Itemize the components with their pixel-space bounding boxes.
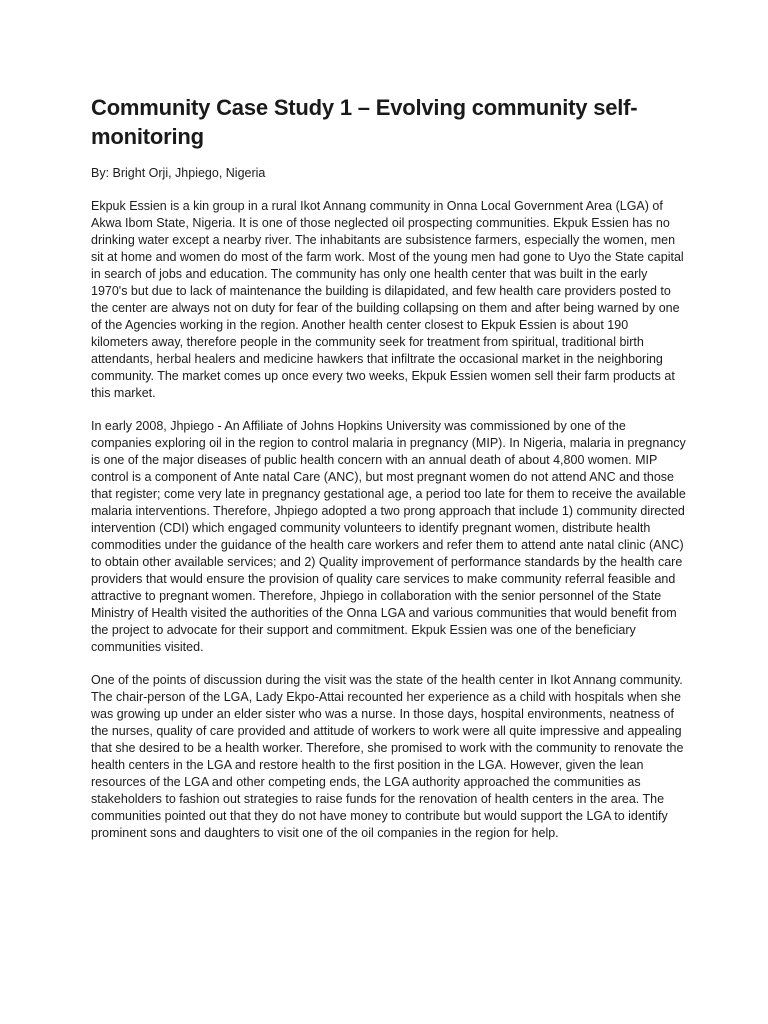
page-title: Community Case Study 1 – Evolving community self-monitoring <box>91 95 638 149</box>
paragraph-3: One of the points of discussion during the visit was the state of the health center in Ikot Annang community. The chair-person of the LGA, Lady Ekpo-Attai recounted her experience as a child with hospitals when she was growing up under an elder sister who was a nurse. In those days, hospital environments, neatness of the nurses, quality of care provided and attitude of workers to work were all quite impressive and appealing that she desired to be a health worker. Therefore, she promised to work with the community to renovate the health centers in the LGA and restore health to the first position in the LGA. However, given the lean resources of the LGA and other competing ends, the LGA authority approached the communities as stakeholders to fashion out strategies to raise funds for the renovation of health centers in the area. The communities pointed out that they do not have money to contribute but would support the LGA to identify prominent sons and daughters to visit one of the oil companies in the region for help. <box>91 673 684 840</box>
paragraph-1: Ekpuk Essien is a kin group in a rural Ikot Annang community in Onna Local Government Area (LGA) of Akwa Ibom State, Nigeria. It is one of those neglected oil prospecting communities. Ekpuk Essien has no drinking water except a nearby river. The inhabitants are subsistence farmers, especially the women, men sit at home and women do most of the farm work. Most of the young men had gone to Uyo the State capital in search of jobs and education. The community has only one health center that was built in the early 1970's but due to lack of maintenance the building is dilapidated, and few health care providers posted to the center are always not on duty for fear of the building collapsing on them and after being warned by one of the Agencies working in the region. Another health center closest to Ekpuk Essien is about 190 kilometers away, therefore people in the community seek for treatment from spiritual, traditional birth attendants, herbal healers and medicine hawkers that infiltrate the occasional market in the neighboring community. The market comes up once every two weeks, Ekpuk Essien women sell their farm products at this market. <box>91 199 684 400</box>
paragraph-2: In early 2008, Jhpiego - An Affiliate of Johns Hopkins University was commissioned by one of the companies exploring oil in the region to control malaria in pregnancy (MIP). In Nigeria, malaria in pregnancy is one of the major diseases of public health concern with an annual death of about 4,800 women. MIP control is a component of Ante natal Care (ANC), but most pregnant women do not attend ANC and those that register; come very late in pregnancy gestational age, a period too late for them to receive the available malaria interventions. Therefore, Jhpiego adopted a two prong approach that include 1) community directed intervention (CDI) which engaged community volunteers to identify pregnant women, distribute health commodities under the guidance of the health care workers and refer them to attend ante natal clinic (ANC) to obtain other available services; and 2) Quality improvement of performance standards by the health care providers that would ensure the provision of quality care services to make community referral feasible and attractive to pregnant women. Therefore, Jhpiego in collaboration with the senior personnel of the State Ministry of Health visited the authorities of the Onna LGA and various communities that would benefit from the project to advocate for their support and commitment. Ekpuk Essien was one of the beneficiary communities visited. <box>91 419 686 654</box>
author-byline: By: Bright Orji, Jhpiego, Nigeria <box>91 166 266 180</box>
document-content <box>91 93 687 842</box>
